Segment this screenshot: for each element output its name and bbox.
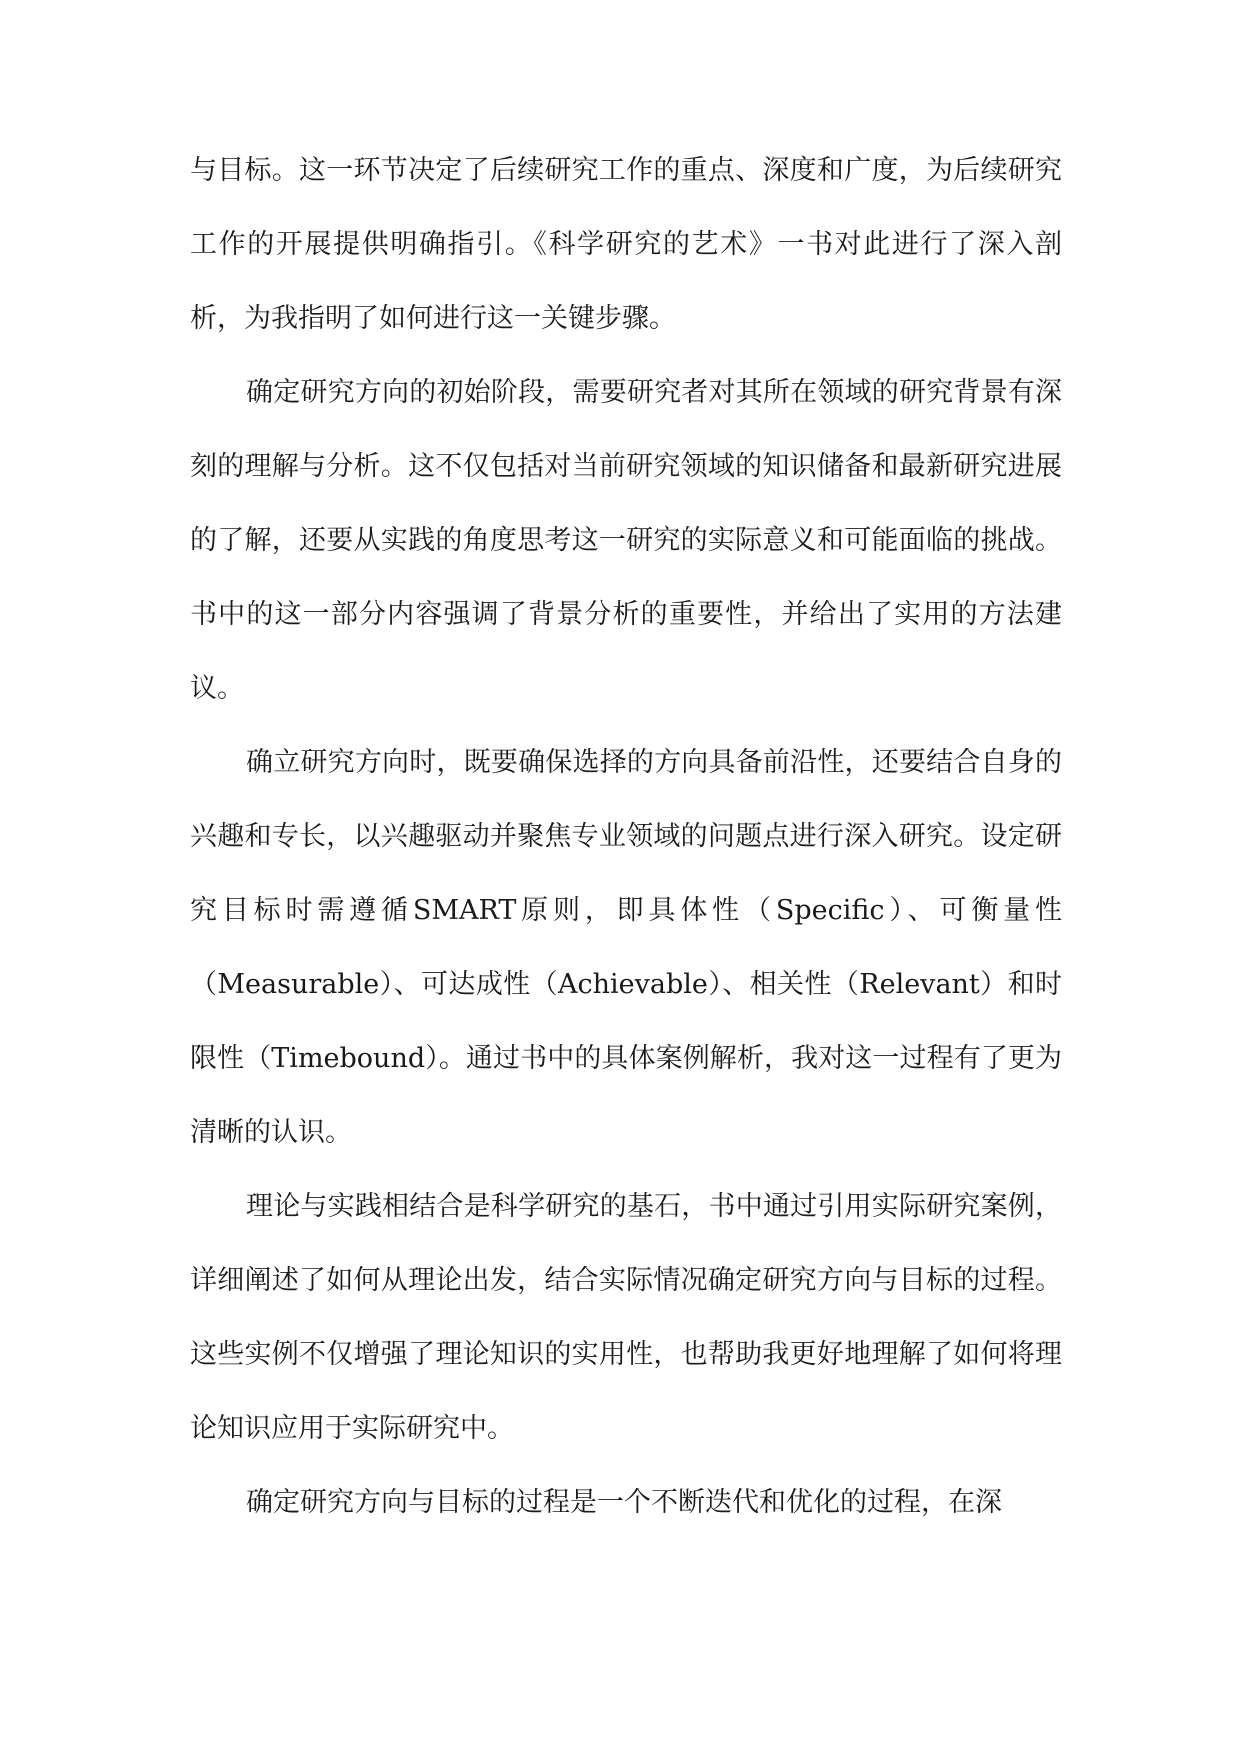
paragraph-3: 确立研究方向时，既要确保选择的方向具备前沿性，还要结合自身的兴趣和专长，以兴趣驱动并聚焦专业领域的问题点进行深入研究。设定研究目标时需遵循SMART原则，即具体性（Specific）、可衡量性（Measurable）、可达成性（Achievable）、相关性（Relevant）和时限性（Timebound）。通过书中的具体案例解析，我对这一过程有了更为清晰的认识。	[190, 747, 1062, 1148]
paragraph-2: 确定研究方向的初始阶段，需要研究者对其所在领域的研究背景有深刻的理解与分析。这不仅包括对当前研究领域的知识储备和最新研究进展的了解，还要从实践的角度思考这一研究的实际意义和可能面临的挑战。书中的这一部分内容强调了背景分析的重要性，并给出了实用的方法建议。	[190, 377, 1062, 704]
body-text	[190, 134, 1062, 1540]
paragraph-1: 与目标。这一环节决定了后续研究工作的重点、深度和广度，为后续研究工作的开展提供明确指引。《科学研究的艺术》一书对此进行了深入剖析，为我指明了如何进行这一关键步骤。	[190, 155, 1062, 334]
paragraph-4: 理论与实践相结合是科学研究的基石，书中通过引用实际研究案例，详细阐述了如何从理论出发，结合实际情况确定研究方向与目标的过程。这些实例不仅增强了理论知识的实用性，也帮助我更好地理解了如何将理论知识应用于实际研究中。	[190, 1191, 1062, 1444]
paragraph-5: 确定研究方向与目标的过程是一个不断迭代和优化的过程，在深	[246, 1487, 1002, 1518]
